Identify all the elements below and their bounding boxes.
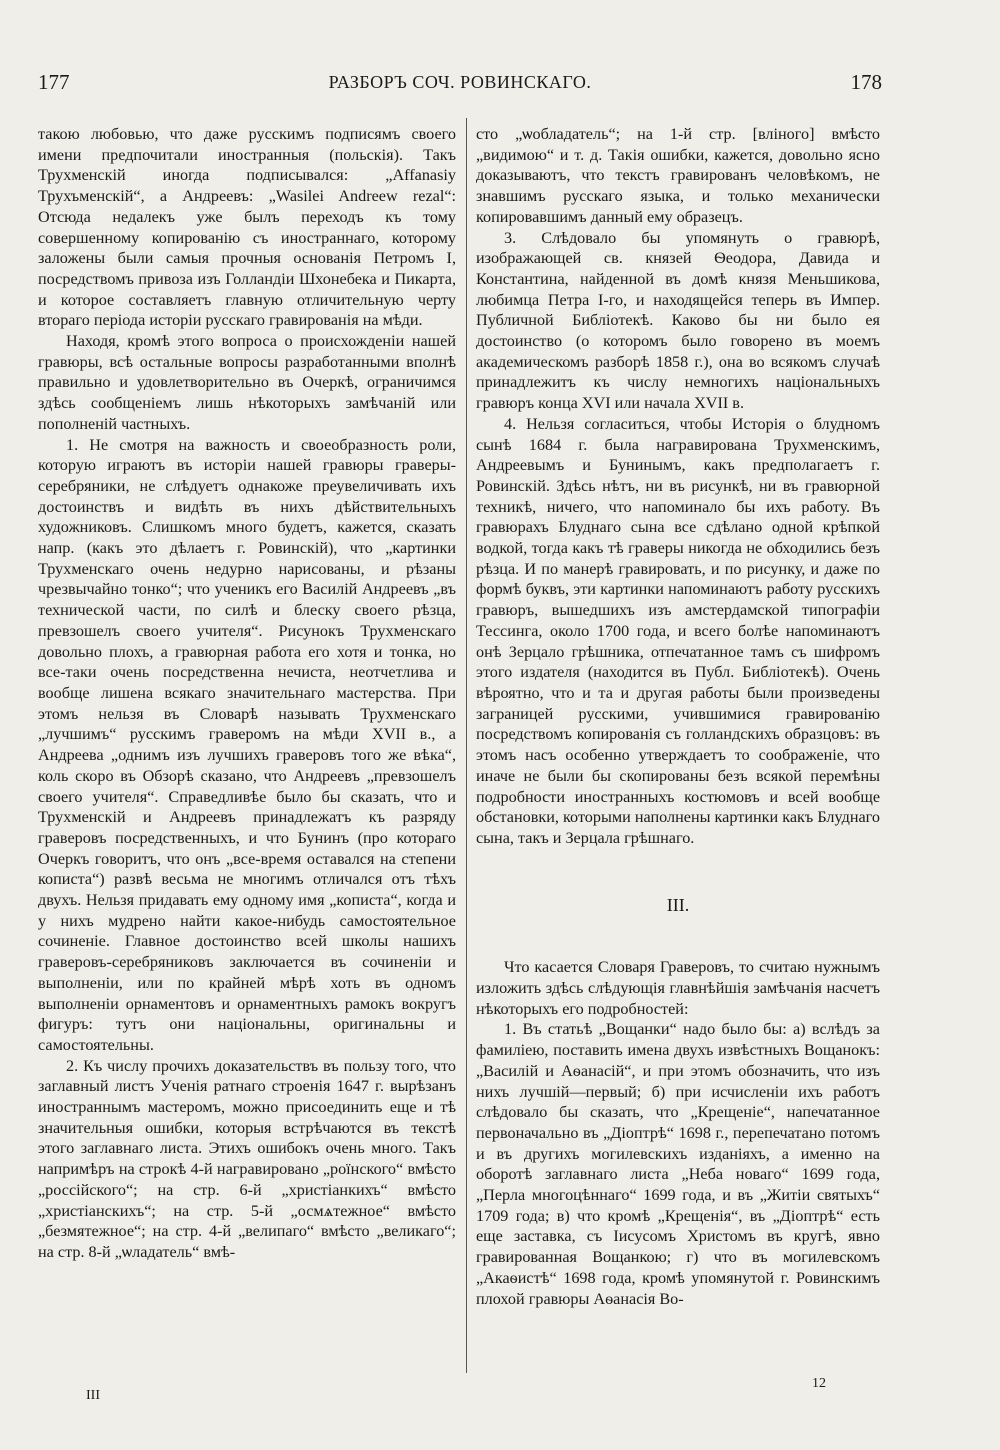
left-column — [38, 124, 456, 1263]
right-column — [476, 124, 880, 1309]
signature-mark-right: 12 — [812, 1376, 826, 1391]
running-header — [38, 70, 882, 106]
column-divider — [466, 118, 467, 1373]
running-title: РАЗБОРЪ СОЧ. РОВИНСКАГО. — [328, 72, 592, 92]
left-paragraph-4: 2. Къ числу прочихъ доказательствъ въ пользу того, что заглавный листъ Ученія ратнаго строенія 1647 г. вырѣзанъ иностраннымъ мастеромъ, можно присоединить еще и тѣ значительныя ошибки, которыя встрѣчаются въ текстѣ этого заглавнаго листа. Этихъ ошибокъ очень много. Такъ напримѣръ на строкѣ 4-й награвировано „роïнского“ вмѣсто „россійского“; на стр. 6-й „христіанкихъ“ вмѣсто „христіанскихъ“; на стр. 5-й „осмѧтежное“ вмѣсто „безмятежное“; на стр. 4-й „велипаго“ вмѣсто „великаго“; на стр. 8-й „ѡладатель“ вмѣ- — [38, 1056, 456, 1261]
right-paragraph-4: Что касается Словаря Граверовъ, то считаю нужнымъ изложить здѣсь слѣдующія главнѣйшія замѣчанія насчетъ нѣкоторыхъ его подробностей: — [476, 958, 880, 1018]
left-paragraph-3: 1. Не смотря на важность и своеобразность роли, которую играютъ въ исторіи нашей гравюры граверы-серебряники, не слѣдуетъ однакоже преувеличивать ихъ достоинствъ и видѣть въ нихъ дѣйствительныхъ художниковъ. Слишкомъ много будетъ, кажется, сказать напр. (какъ это дѣлаетъ г. Ровинскій), что „картинки Трухменскаго очень недурно нарисованы, и рѣзаны чрезвычайно тонко“; что ученикъ его Василій Андреевъ „въ технической части, по силѣ и блеску своего рѣзца, превзошелъ своего учителя“. Рисунокъ Трухменскаго довольно плохъ, а гравюрная работа его хотя и тонка, но все-таки очень посредственна нечиста, неотчетлива и вообще лишена всякаго значительнаго мастерства. При этомъ нельзя въ Словарѣ называть Трухменскаго „лучшимъ“ русскимъ граверомъ на мѣди XVII в., а Андреева „однимъ изъ лучшихъ граверовъ того же вѣка“, коль скоро въ Обзорѣ сказано, что Андреевъ „превзошелъ своего учителя“. Справедливѣе было бы сказать, что и Трухменскій и Андреевъ принадлежатъ къ разряду граверовъ посредственныхъ, и что Бунинъ (про котораго Очеркъ говоритъ, что онъ „все-время оставался на степени кописта“) развѣ весьма не многимъ отличался отъ тѣхъ двухъ. Нельзя придавать ему одному имя „кописта“, когда и у нихъ мудрено найти какое-нибудь самостоятельное сочиненіе. Главное достоинство всей школы нашихъ граверовъ-серебряниковъ заключается въ сочиненіи и выполненіи, или по крайней мѣрѣ хоть въ одномъ выполненіи орнаментовъ и орнаментныхъ рамокъ вокругъ фигуръ: тутъ они національны, оригинальны и самостоятельны. — [38, 435, 456, 1054]
right-paragraph-3: 4. Нельзя согласиться, чтобы Исторія о блудномъ сынѣ 1684 г. была награвирована Трухменскимъ, Андреевымъ и Бунинымъ, какъ предполагаетъ г. Ровинскій. Здѣсь нѣтъ, ни въ рисункѣ, ни въ гравюрной техникѣ, ничего, что напоминало бы ихъ работу. Въ гравюрахъ Блуднаго сына все сдѣлано одной крѣпкой водкой, тогда какъ тѣ граверы никогда не обходились безъ рѣзца. И по манерѣ гравировать, и по рисунку, и даже по формѣ буквъ, эти картинки напоминаютъ работу русскихъ гравюръ, вышедшихъ изъ амстердамской типографіи Тессинга, около 1700 года, и всего болѣе напоминаютъ онѣ Зерцало грѣшника, отпечатанное тамъ съ шифромъ этого издателя (находится въ Публ. Библіотекѣ). Очень вѣроятно, что и та и другая работы были произведены заграницей русскими, учившимися гравированію посредствомъ копированія съ голландскихъ образцовъ: въ этомъ насъ особенно утверждаетъ то соображеніе, что иначе не были бы скопированы безъ всякой перемѣны подробности иностранныхъ костюмовъ и всей вообще обстановки, которыми наполнены картинки какъ Блуднаго сына, такъ и Зерцала грѣшнаго. — [476, 414, 880, 847]
right-paragraph-5: 1. Въ статьѣ „Вощанки“ надо было бы: а) вслѣдъ за фамиліею, поставить имена двухъ извѣстныхъ Вощанокъ: „Василій и Аѳанасій“, и при этомъ обозначить, что изъ нихъ лучшій—первый; б) при исчисленіи ихъ работъ слѣдовало бы сказать, что „Крещеніе“, напечатанное первоначально въ „Діоптрѣ“ 1698 г., перепечатано потомъ и въ другихъ могилевскихъ изданіяхъ, а именно на оборотѣ заглавнаго листа „Неба новаго“ 1699 года, „Перла многоцѣннаго“ 1699 года, и въ „Житіи святыхъ“ 1709 года; в) что кромѣ „Крещенія“, въ „Діоптрѣ“ есть еще заставка, съ Іисусомъ Христомъ въ кругѣ, явно гравированная Вощанкою; г) что въ могилевскомъ „Акаѳистѣ“ 1698 года, кромѣ упомянутой г. Ровинскимъ плохой гравюры Аѳанасія Во- — [476, 1020, 880, 1308]
left-paragraph-1: такою любовью, что даже русскимъ подписямъ своего имени предпочитали иностранныя (польскія). Такъ Трухменскій иногда подписывался: „Affanasiy Трухъменскій“, а Андреевъ: „Wasilei Andreew rezal“: Отсюда недалекъ уже былъ переходъ къ тому совершенному копированію съ иностраннаго, которому заложены были самыя прочныя основанія Петромъ I, посредствомъ привоза изъ Голландіи Шхонебека и Пикарта, и которое составляетъ главную отличительную черту втораго періода исторіи русскаго гравированія на мѣди. — [38, 125, 456, 330]
right-paragraph-2: 3. Слѣдовало бы упомянуть о гравюрѣ, изображающей св. князей Ѳеодора, Давида и Константина, найденной въ домѣ князя Меньшикова, любимца Петра I-го, и находящейся теперь въ Импер. Публичной Библіотекѣ. Каково бы ни было ея достоинство (о которомъ было говорено въ моемъ академическомъ разборѣ 1858 г.), она во всякомъ случаѣ принадлежитъ къ числу немногихъ національныхъ гравюръ конца XVI или начала XVII в. — [476, 228, 880, 413]
left-paragraph-2: Находя, кромѣ этого вопроса о происхожденіи нашей гравюры, всѣ остальные вопросы разработанными вполнѣ правильно и удовлетворительно въ Очеркѣ, ограничимся здѣсь сообщеніемъ лишь нѣкоторыхъ замѣчаній или пополненій частныхъ. — [38, 332, 456, 433]
right-paragraph-1: сто „ѡобладатель“; на 1-й стр. [вліного] вмѣсто „видимою“ и т. д. Такія ошибки, кажется, довольно ясно доказываютъ, что текстъ гравированъ человѣкомъ, не знавшимъ русскаго языка, и только механически копировавшимъ данный ему образецъ. — [476, 125, 880, 226]
page-number-right: 178 — [850, 70, 882, 94]
page-number-left: 177 — [38, 70, 70, 94]
signature-mark-left: III — [86, 1388, 100, 1403]
section-heading: III. — [666, 894, 690, 915]
